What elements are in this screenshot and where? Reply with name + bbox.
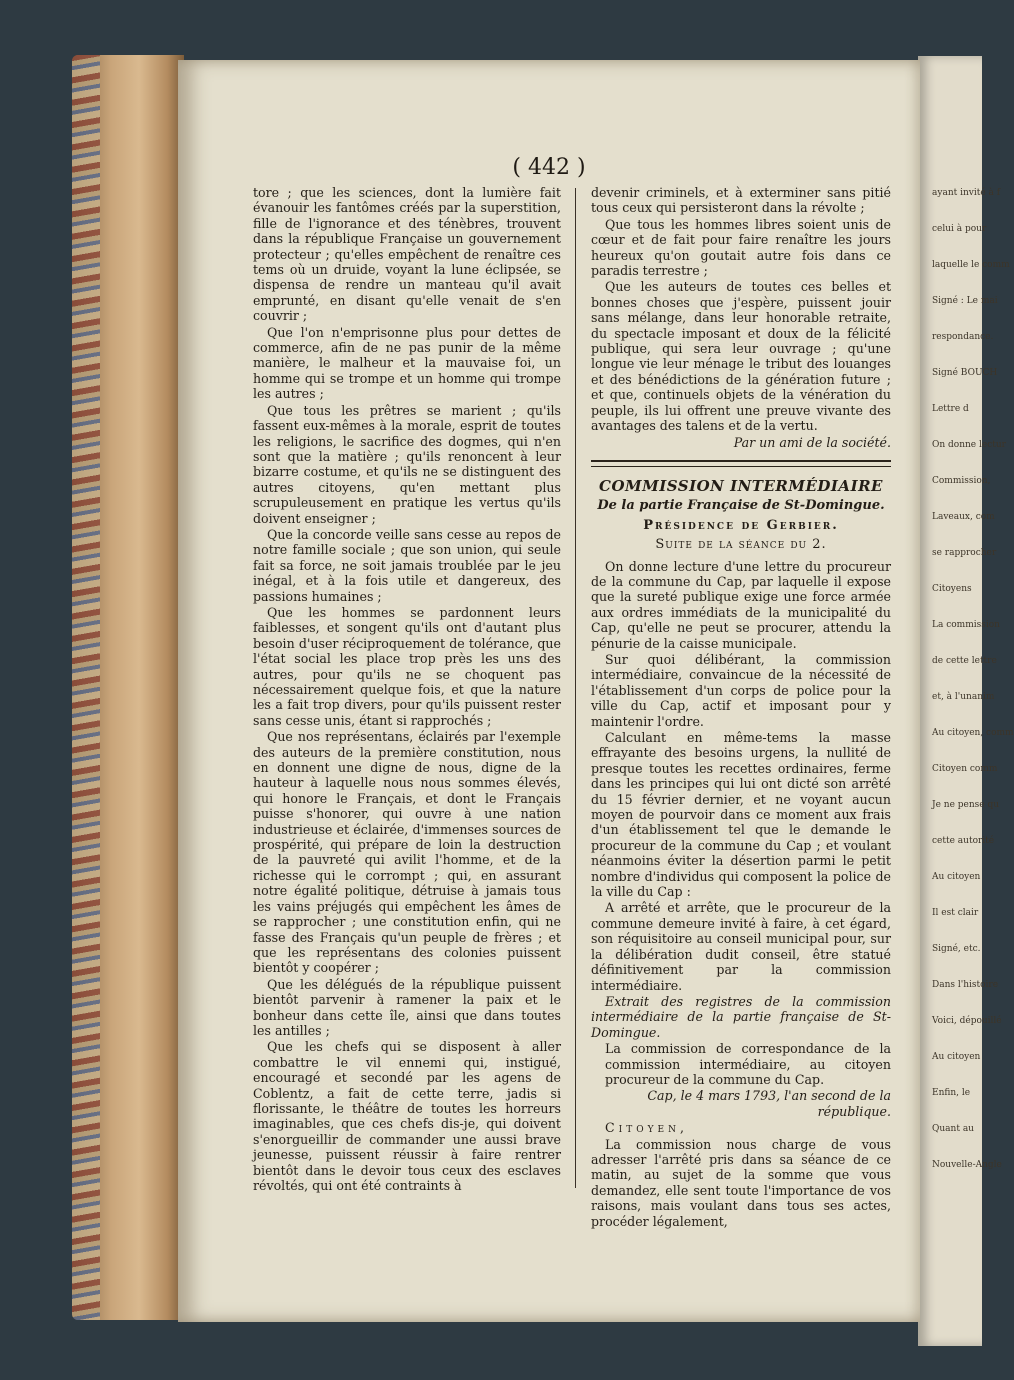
section-subtitle: De la partie Française de St-Domingue. — [597, 498, 885, 514]
facing-page-text: Citoyens — [932, 584, 972, 594]
page-number: ( 442 ) — [512, 155, 586, 180]
facing-page-text: respondance. — [932, 332, 994, 342]
facing-page-text: Signé : Le mai — [932, 296, 998, 306]
seance-line: Suite de la séance du 2. — [655, 537, 827, 553]
facing-page-text: La commission — [932, 620, 1000, 630]
facing-page-text: celui à pour — [932, 224, 987, 234]
text-paragraph: Que l'on n'emprisonne plus pour dettes de commerce, afin de ne pas punir de la même manière, le malheur et la mauvaise foi, un homme qui se trompe et un homme qui trompe les autres ; — [253, 324, 561, 402]
left-column — [253, 185, 561, 1194]
text-paragraph: Que les auteurs de toutes ces belles et bonnes choses que j'espère, puissent jouir sans mélange, dans leur honorable retraite, du spectacle imposant et doux de la félicité publique, qui sera leur ouvrage ; qu'une longue vie leur ménage le tribut des louanges et des bénédictions de la génération future ; et que, continuels objets de la vénération du peuple, ils lui offrent une preuve vivante des avantages des talens et de la vertu. — [591, 279, 891, 434]
facing-page-text: On donne lectur — [932, 440, 1006, 450]
facing-page-text: Quant au — [932, 1124, 974, 1134]
text-paragraph: Que nos représentans, éclairés par l'exemple des auteurs de la première constitution, nous en donnent une digne de nous, digne de la hauteur à laquelle nous nous sommes élevés, qui honore le Français, et dont le Français puisse s'honorer, qui ouvre à une nation industrieuse et éclairée, d'immenses sources de prospérité, qui prépare de loin la destruction de la pauvreté qui avilit l'homme, et de la richesse qui le corrompt ; qui, en assurant notre égalité politique, détruise à jamais tous les vains préjugés qui empêchent les âmes de se rapprocher ; une constitution enfin, qui ne fasse des Français qu'un peuple de frères ; et que les représentans des colonies puissent bientôt y coopérer ; — [253, 729, 561, 976]
salutation: Citoyen, — [605, 1120, 688, 1136]
facing-page-text: se rapprocher — [932, 548, 997, 558]
facing-page-text: Enfin, le — [932, 1088, 971, 1098]
facing-page-text: Citoyen comm — [932, 764, 998, 774]
facing-page-text: Lettre d — [932, 404, 969, 414]
extract-title: Extrait des registres de la commission intermédiaire de la partie française de St-Domingue. — [591, 993, 891, 1040]
facing-page-text: laquelle le comm — [932, 260, 1010, 270]
right-column-continuation — [591, 185, 891, 434]
text-paragraph: Que tous les hommes libres soient unis de cœur et de fait pour faire renaître les jours heureux qu'on goutait autre fois dans ce paradis terrestre ; — [591, 216, 891, 279]
book-page — [178, 60, 920, 1322]
section-title: COMMISSION INTERMÉDIAIRE — [599, 476, 883, 495]
right-column — [591, 185, 891, 1230]
commission-paragraph: Sur quoi délibérant, la commission intermédiaire, convaincue de la nécessité de l'établissement d'un corps de police pour la ville du Cap, actif et imposant pour y maintenir l'ordre. — [591, 651, 891, 729]
commission-paragraphs — [591, 559, 891, 993]
text-paragraph: devenir criminels, et à exterminer sans pitié tous ceux qui persisteront dans la révolte ; — [591, 185, 891, 216]
dateline: Cap, le 4 mars 1793, l'an second de la république. — [647, 1088, 891, 1119]
section-rule — [591, 460, 891, 467]
text-paragraph: Que tous les prêtres se marient ; qu'ils fassent eux-mêmes à la morale, esprit de toutes les religions, le sacrifice des dogmes, qui n'en sont que la matière ; qu'ils renoncent à leur bizarre costume, et qu'ils ne se distinguent des autres citoyens, qu'en mettant plus scrupuleusement en pratique les vertus qu'ils doivent enseigner ; — [253, 402, 561, 526]
facing-page-text: Au citoyen — [932, 1052, 981, 1062]
facing-page-text: ayant invité à f — [932, 188, 1001, 198]
text-paragraph: Que la concorde veille sans cesse au repos de notre famille sociale ; que son union, qui seule fait sa force, ne soit jamais troublée par le jeu inégal, et à la fois utile et dangereux, des passions humaines ; — [253, 526, 561, 604]
commission-paragraph: On donne lecture d'une lettre du procureur de la commune du Cap, par laquelle il expose que la sureté publique exige une force armée aux ordres immédiats de la municipalité du Cap, qu'elle ne peut se procurer, attendu la pénurie de la caisse municipale. — [591, 558, 891, 651]
facing-page-text: Signé BOUCH — [932, 368, 998, 378]
facing-page-text: Je ne pense qu — [932, 800, 1000, 810]
presidence-line: Présidence de Gerbier. — [643, 517, 839, 533]
commission-paragraph: Calculant en même-tems la masse effrayante des besoins urgens, la nullité de presque toutes les recettes ordinaires, ferme dans les principes qui lui ont dicté son arrêté du 15 février dernier, et ne voyant aucun moyen de pourvoir dans ce moment aux frais d'un établissement tel que le demande le procureur de la commune du Cap ; et voulant néanmoins éviter la désertion parmi le petit nombre d'individus qui composent la police de la ville du Cap : — [591, 730, 891, 900]
facing-page-text: Au citoyen — [932, 872, 981, 882]
facing-page-text: Nouvelle-Angle — [932, 1160, 1002, 1170]
facing-page-text: et, à l'unanim — [932, 692, 995, 702]
facing-page-text: Commission, — [932, 476, 991, 486]
facing-page-text: de cette lettre — [932, 656, 997, 666]
facing-page-text: Laveaux, com — [932, 512, 995, 522]
facing-page-text: Il est clair — [932, 908, 979, 918]
book-page-edges — [72, 55, 184, 1320]
facing-page-text: Signé, etc. — [932, 944, 981, 954]
text-paragraph: tore ; que les sciences, dont la lumière fait évanouir les fantômes créés par la superstition, fille de l'ignorance et des ténèbres, trouvent dans la république Française un gouvernement protecteur ; qu'elles empêchent de renaître ces tems où un druide, voyant la lune éclipsée, se dispensa de rendre un manteau qu'il avait emprunté, en disant qu'elle venait de s'en couvrir ; — [253, 185, 561, 324]
facing-page-text: Au citoyen, comm — [932, 728, 1014, 738]
facing-page-text: Dans l'histoire — [932, 980, 999, 990]
facing-page-text: Voici, dépouillé — [932, 1016, 1002, 1026]
letter-paragraph: La commission nous charge de vous adresser l'arrêté pris dans sa séance de ce matin, au sujet de la somme que vous demandez, elle sent toute l'importance de vos raisons, mais voulant dans tous ses actes, procéder légalement, — [591, 1136, 891, 1229]
extract-line: La commission de correspondance de la commission intermédiaire, au citoyen procureur de la commune du Cap. — [605, 1041, 891, 1087]
commission-paragraph: A arrêté et arrête, que le procureur de la commune demeure invité à faire, à cet égard, son réquisitoire au conseil municipal pour, sur la délibération dudit conseil, être statué définitivement par la commission intermédiaire. — [591, 900, 891, 993]
facing-page-fragment — [918, 56, 1014, 1346]
text-paragraph: Que les hommes se pardonnent leurs faiblesses, et songent qu'ils ont d'autant plus besoin d'user réciproquement de tolérance, que l'état social les place trop près les uns des autres, pour qu'ils ne se choquent pas nécessairement quelque fois, et que la nature les a fait trop divers, pour qu'ils puissent rester sans cesse unis, étant si rapprochés ; — [253, 604, 561, 728]
text-paragraph: Que les chefs qui se disposent à aller combattre le vil ennemi qui, instigué, encouragé et secondé par les agens de Coblentz, a fait de cette terre, jadis si florissante, le théâtre de toutes les horreurs imaginables, que ces chefs dis-je, qui doivent s'enorgueillir de commander une aussi brave jeunesse, puissent réussir à faire rentrer bientôt dans le devoir tous ceux des esclaves révoltés, qui ont été contraints à — [253, 1039, 561, 1193]
marbled-edge — [72, 55, 100, 1320]
text-paragraph: Que les délégués de la république puissent bientôt parvenir à ramener la paix et le bonheur dans cette île, ainsi que dans toutes les antilles ; — [253, 976, 561, 1038]
column-divider — [575, 188, 576, 1188]
facing-page-text: cette autorité — [932, 836, 995, 846]
signature: Par un ami de la société. — [733, 434, 891, 450]
